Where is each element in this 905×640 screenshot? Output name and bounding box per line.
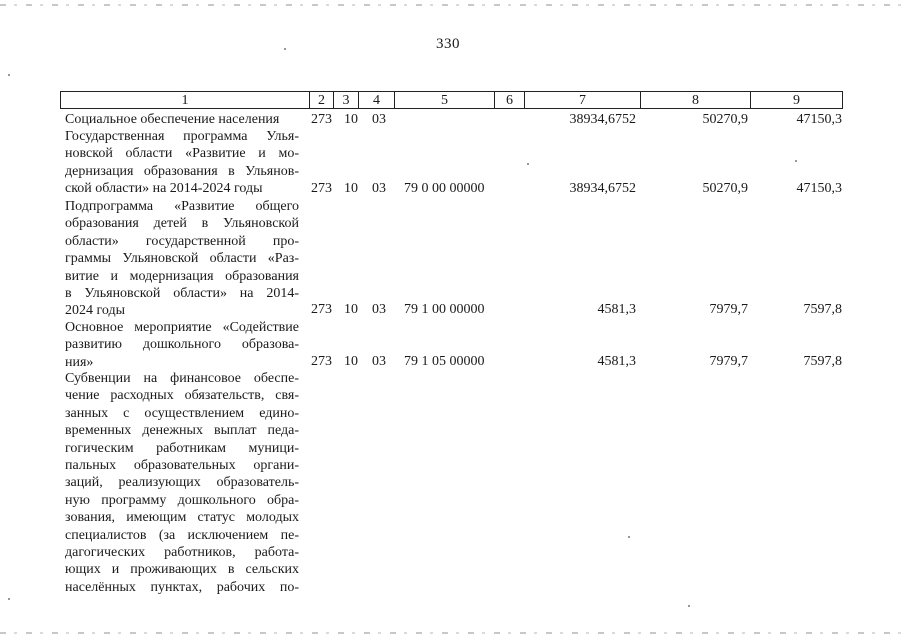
scan-speck <box>284 48 286 50</box>
header-col-4: 4 <box>359 92 395 108</box>
header-col-3: 3 <box>334 92 359 108</box>
row-2-col-5: 79 1 00 00000 <box>404 302 485 317</box>
description-line: заций, реализующих образователь- <box>65 475 299 491</box>
header-col-5: 5 <box>395 92 495 108</box>
row-1-col-5: 79 0 00 00000 <box>404 181 485 196</box>
description-line: населённых пунктах, рабочих по- <box>65 579 299 595</box>
row-2-col-4: 03 <box>372 302 386 317</box>
row-1-col-3: 10 <box>344 181 358 196</box>
description-line: развитию дошкольного образова- <box>65 337 299 353</box>
row-0-col-8: 50270,9 <box>702 112 748 127</box>
description-line: области» государственной про- <box>65 233 299 249</box>
table-row-3-description <box>65 319 299 371</box>
scan-speck <box>628 536 630 538</box>
description-line: 2024 годы <box>65 303 126 319</box>
row-3-col-2: 273 <box>311 354 332 369</box>
description-line: витие и модернизация образования <box>65 268 299 284</box>
scan-edge-top <box>0 4 905 6</box>
description-line: Социальное обеспечение населения <box>65 112 280 127</box>
header-col-9: 9 <box>793 93 800 108</box>
row-2-col-8: 7979,7 <box>709 302 748 317</box>
row-2-col-3: 10 <box>344 302 358 317</box>
description-line: ской области» на 2014-2024 годы <box>65 181 263 197</box>
description-line: временных денежных выплат педа- <box>65 423 299 439</box>
header-col-2: 2 <box>310 92 334 108</box>
row-0-col-2: 273 <box>311 112 332 127</box>
description-line: специалистов (за исключением пе- <box>65 527 299 543</box>
description-line: ную программу дошкольного обра- <box>65 492 299 508</box>
row-2-col-2: 273 <box>311 302 332 317</box>
table-row-0-description <box>65 111 299 128</box>
description-line: дернизация образования в Ульянов- <box>65 163 299 179</box>
description-line: образования детей в Ульяновской <box>65 216 299 232</box>
scan-speck <box>527 163 529 165</box>
row-1-col-4: 03 <box>372 181 386 196</box>
row-1-col-9: 47150,3 <box>796 181 842 196</box>
description-line: Подпрограмма «Развитие общего <box>65 199 299 214</box>
table-header-row <box>60 91 843 109</box>
scan-speck <box>8 74 10 76</box>
description-line: в Ульяновской области» на 2014- <box>65 286 299 302</box>
description-line: Основное мероприятие «Содействие <box>65 320 299 335</box>
header-col-8: 8 <box>641 92 751 108</box>
description-line: пальных образовательных органи- <box>65 458 299 474</box>
header-col-6: 6 <box>495 92 525 108</box>
description-line: Государственная программа Улья- <box>65 129 299 144</box>
header-col-7: 7 <box>525 92 641 108</box>
table-row-1-description <box>65 128 299 198</box>
row-0-col-9: 47150,3 <box>796 112 842 127</box>
table-row-2-description <box>65 198 299 320</box>
row-3-col-4: 03 <box>372 354 386 369</box>
scan-speck <box>688 605 690 607</box>
description-line: новской области «Развитие и мо- <box>65 146 299 162</box>
description-line: зования, имеющим статус молодых <box>65 510 299 526</box>
row-3-col-3: 10 <box>344 354 358 369</box>
scan-edge-bottom <box>0 632 905 634</box>
row-2-col-9: 7597,8 <box>803 302 842 317</box>
description-line: ния» <box>65 354 94 370</box>
description-line: дагогических работников, работа- <box>65 545 299 561</box>
row-3-col-8: 7979,7 <box>709 354 748 369</box>
row-1-col-2: 273 <box>311 181 332 196</box>
row-0-col-7: 38934,6752 <box>569 112 636 127</box>
row-3-col-9: 7597,8 <box>803 354 842 369</box>
row-0-col-3: 10 <box>344 112 358 127</box>
description-line: граммы Ульяновской области «Раз- <box>65 251 299 267</box>
description-line: чение расходных обязательств, свя- <box>65 388 299 404</box>
table-row-4-description <box>65 370 299 596</box>
row-2-col-7: 4581,3 <box>597 302 636 317</box>
scan-speck <box>795 160 797 162</box>
row-1-col-7: 38934,6752 <box>569 181 636 196</box>
description-line: Субвенции на финансовое обеспе- <box>65 371 299 386</box>
description-line: ющих и проживающих в сельских <box>65 562 299 578</box>
description-line: занных с осуществлением едино- <box>65 405 299 421</box>
row-3-col-5: 79 1 05 00000 <box>404 354 485 369</box>
header-col-1: 1 <box>61 92 310 108</box>
description-line: гогическим работникам муници- <box>65 440 299 456</box>
row-3-col-7: 4581,3 <box>597 354 636 369</box>
row-1-col-8: 50270,9 <box>702 181 748 196</box>
row-0-col-4: 03 <box>372 112 386 127</box>
page-number: 330 <box>436 36 460 52</box>
scan-speck <box>8 598 10 600</box>
